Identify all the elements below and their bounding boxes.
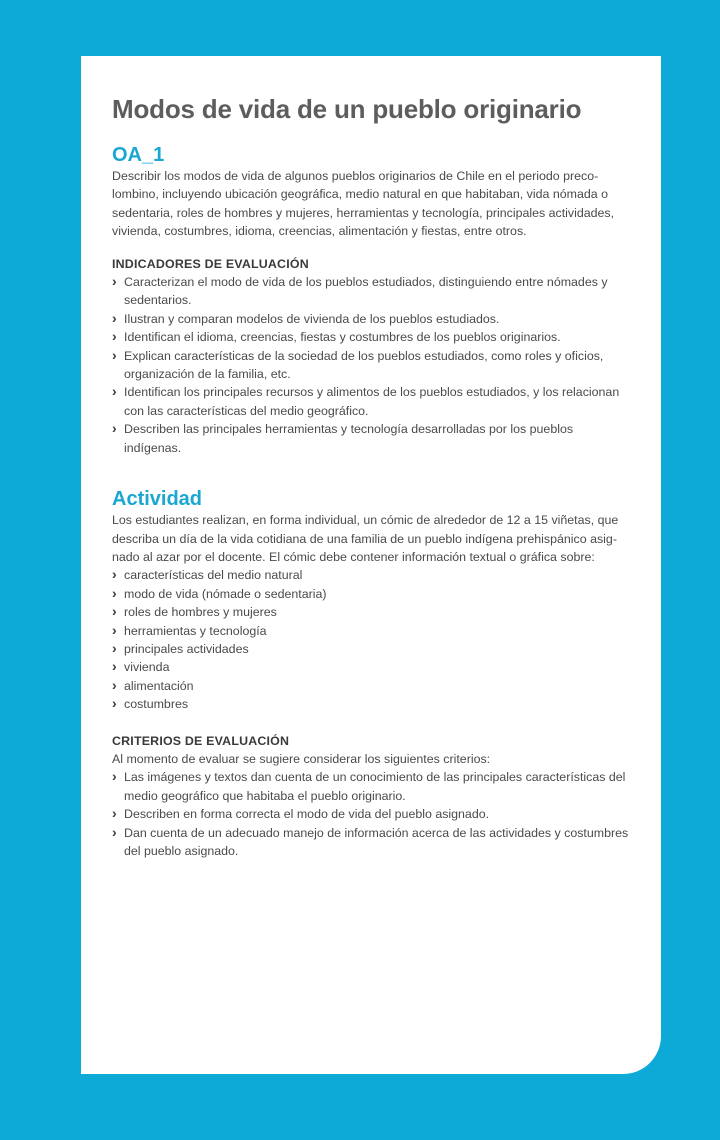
criterios-intro: Al momento de evaluar se sugiere considerar los siguientes criterios: (112, 751, 491, 766)
oa-heading: OA_1 (112, 144, 165, 166)
list-item: › alimentación (112, 677, 632, 695)
content-inner (112, 92, 632, 860)
actividad-heading: Actividad (112, 488, 203, 511)
list-item: › principales actividades (112, 640, 632, 658)
list-item: › roles de hombres y mujeres (112, 603, 632, 621)
list-item: › Dan cuenta de un adecuado manejo de información acerca de las actividades y costumbres del pueblo asignado. (112, 824, 632, 861)
list-item: › Explican características de la sociedad de los pueblos estudiados, como roles y oficios, organización de la familia, etc. (112, 347, 632, 384)
list-item: › Ilustran y comparan modelos de vivienda de los pueblos estudiados. (112, 310, 632, 328)
actividad-description: Los estudiantes realizan, en forma individual, un cómic de alrededor de 12 a 15 viñetas, que describa un día de la vida cotidiana de una familia de un pueblo indígena prehispánico asignado al azar por el docente. El cómic debe contener información textual o gráfica sobre: (112, 513, 619, 564)
list-item: › modo de vida (nómade o sedentaria) (112, 585, 632, 603)
page-title: Modos de vida de un pueblo originario (112, 94, 582, 124)
list-item: › costumbres (112, 695, 632, 713)
indicadores-list (112, 273, 632, 457)
list-item: › vivienda (112, 658, 632, 676)
list-item: › características del medio natural (112, 566, 632, 584)
criterios-list (112, 768, 632, 860)
content-card (81, 56, 661, 1074)
list-item: › herramientas y tecnología (112, 622, 632, 640)
list-item: › Identifican los principales recursos y alimentos de los pueblos estudiados, y los relacionan con las características del medio geográfico. (112, 383, 632, 420)
list-item: › Describen en forma correcta el modo de vida del pueblo asignado. (112, 805, 632, 823)
list-item: › Las imágenes y textos dan cuenta de un conocimiento de las principales características del medio geográfico que habitaba el pueblo originario. (112, 768, 632, 805)
indicadores-heading: INDICADORES DE EVALUACIÓN (112, 256, 309, 271)
list-item: › Identifican el idioma, creencias, fiestas y costumbres de los pueblos originarios. (112, 328, 632, 346)
criterios-heading: CRITERIOS DE EVALUACIÓN (112, 733, 290, 748)
list-item: › Describen las principales herramientas y tecnología desarrolladas por los pueblos indígenas. (112, 420, 632, 457)
list-item: › Caracterizan el modo de vida de los pueblos estudiados, distinguiendo entre nómades y sedentarios. (112, 273, 632, 310)
actividad-list (112, 566, 632, 713)
oa-description: Describir los modos de vida de algunos pueblos originarios de Chile en el periodo precolombino, incluyendo ubicación geográfica, medio natural en que habitaban, vida nómada o sedentaria, roles de hombres y mujeres, herramientas y tecnología, principales actividades, vivienda, costumbres, idioma, creencias, alimentación y fiestas, entre otros. (112, 169, 615, 239)
